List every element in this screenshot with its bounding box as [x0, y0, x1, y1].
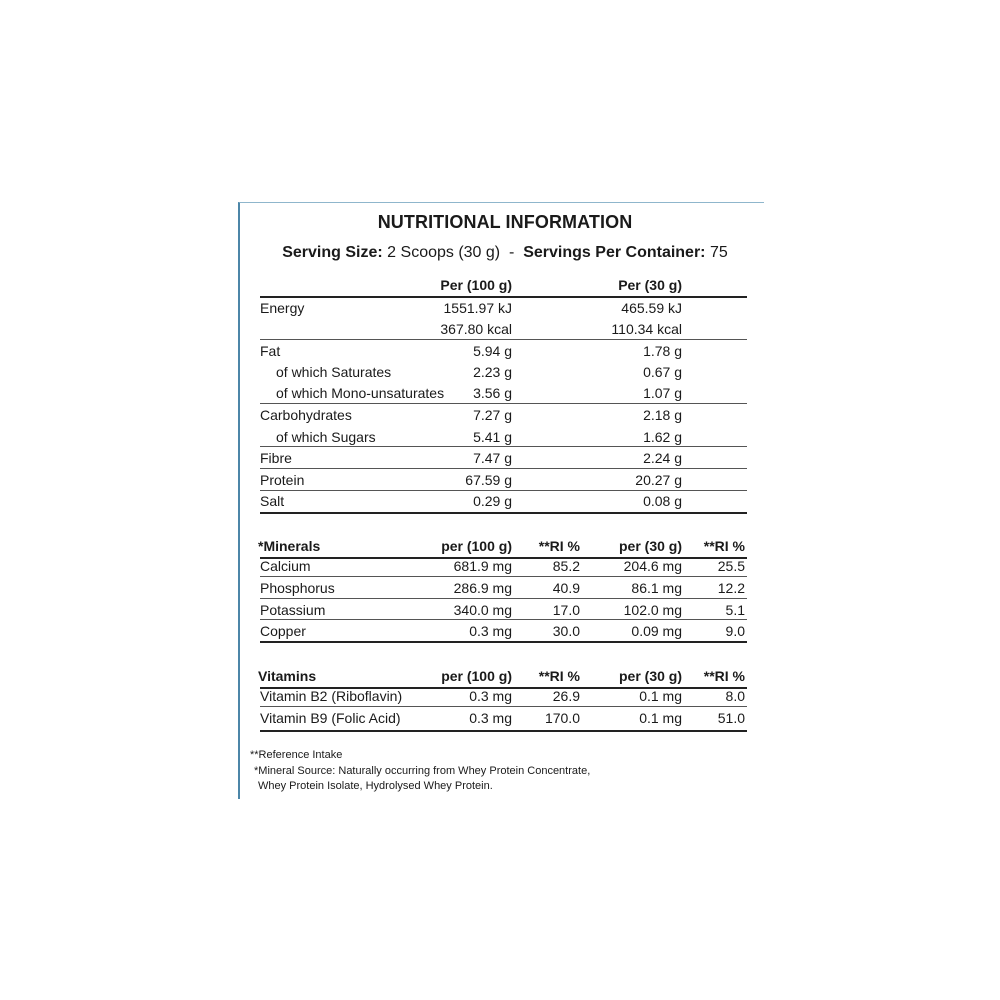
vitamins_table-header-4: **RI %	[703, 668, 745, 684]
minerals_table-cell: 85.2	[552, 558, 580, 574]
minerals_table-cell: 5.1	[725, 602, 745, 618]
nutrient-per-100g: 0.29 g	[473, 493, 512, 509]
nutrient-per-30g: 0.08 g	[643, 493, 682, 509]
header-per-30g: Per (30 g)	[618, 277, 682, 293]
minerals_table-cell: 340.0 mg	[453, 602, 512, 618]
minerals_table-cell: Potassium	[260, 602, 326, 618]
vitamins_table-header-3: per (30 g)	[618, 668, 682, 684]
minerals_table-row-divider	[260, 598, 747, 599]
nutrient-label: Fat	[260, 343, 281, 359]
minerals_table-cell: 30.0	[552, 623, 580, 639]
nutrient-per-30g: 1.62 g	[643, 429, 682, 445]
vitamins_table-cell: 0.1 mg	[639, 710, 682, 726]
minerals_table-cell: 17.0	[552, 602, 580, 618]
vitamins_table-cell: 0.1 mg	[639, 688, 682, 704]
nutrient-per-30g: 1.07 g	[643, 385, 682, 401]
nutrient-per-100g: 3.56 g	[473, 385, 512, 401]
nutrient-per-100g: 5.41 g	[473, 429, 512, 445]
nutrient-label: Carbohydrates	[260, 407, 352, 423]
vitamins_table-row-divider	[260, 706, 747, 707]
vitamins_table-bottom-rule	[260, 730, 747, 732]
vitamins_table-cell: 26.9	[552, 688, 580, 704]
vitamins_table-header-1: per (100 g)	[441, 668, 512, 684]
minerals_table-cell: 86.1 mg	[631, 580, 682, 596]
serving-info	[240, 244, 770, 262]
vitamins_table-cell: 51.0	[717, 710, 745, 726]
minerals_table-cell: 681.9 mg	[453, 558, 512, 574]
nutrient-label: of which Mono-unsaturates	[276, 385, 445, 401]
vitamins_table-cell: 0.3 mg	[469, 688, 512, 704]
nutrient-per-30g: 465.59 kJ	[621, 300, 682, 316]
nutrient-per-100g: 1551.97 kJ	[443, 300, 512, 316]
row-divider	[260, 468, 747, 469]
minerals_table-cell: 286.9 mg	[453, 580, 512, 596]
servings-per-container-label: Servings Per Container:	[523, 244, 706, 261]
nutrient-per-30g: 20.27 g	[635, 472, 682, 488]
vitamins_table-cell: Vitamin B9 (Folic Acid)	[260, 710, 401, 726]
minerals_table-cell: 25.5	[717, 558, 745, 574]
minerals_table-cell: 102.0 mg	[623, 602, 682, 618]
serving-size-value: 2 Scoops (30 g)	[387, 244, 501, 261]
minerals_table-cell: 0.09 mg	[631, 623, 682, 639]
vitamins_table-cell: 0.3 mg	[469, 710, 512, 726]
nutrient-per-100g: 67.59 g	[465, 472, 512, 488]
footnote-reference-intake: **Reference Intake	[250, 749, 343, 761]
nutrient-label: of which Sugars	[276, 429, 376, 445]
nutrient-per-30g: 2.18 g	[643, 407, 682, 423]
minerals_table-cell: Phosphorus	[260, 580, 335, 596]
nutrition-panel	[238, 202, 764, 799]
row-divider	[260, 403, 747, 404]
minerals_table-bottom-rule	[260, 641, 747, 643]
minerals_table-cell: Copper	[260, 623, 306, 639]
nutrient-label: Protein	[260, 472, 305, 488]
nutrient-per-100g: 7.27 g	[473, 407, 512, 423]
minerals_table-header-1: per (100 g)	[441, 538, 512, 554]
serving-separator: -	[509, 244, 515, 261]
nutrient-per-30g: 0.67 g	[643, 364, 682, 380]
nutrient-label: Energy	[260, 300, 305, 316]
minerals_table-header-2: **RI %	[538, 538, 580, 554]
table-bottom-rule	[260, 512, 747, 514]
header-per-100g: Per (100 g)	[440, 277, 512, 293]
vitamins_table-cell: Vitamin B2 (Riboflavin)	[260, 688, 403, 704]
nutrient-per-30g: 2.24 g	[643, 450, 682, 466]
minerals_table-cell: Calcium	[260, 558, 311, 574]
minerals_table-cell: 0.3 mg	[469, 623, 512, 639]
row-divider	[260, 446, 747, 447]
minerals_table-cell: 40.9	[552, 580, 580, 596]
nutrient-per-30g: 110.34 kcal	[611, 321, 682, 337]
nutrient-per-30g: 1.78 g	[643, 343, 682, 359]
minerals_table-header-0: *Minerals	[258, 538, 321, 554]
nutrient-per-100g: 5.94 g	[473, 343, 512, 359]
footnote-mineral-source-cont: Whey Protein Isolate, Hydrolysed Whey Protein.	[258, 780, 493, 792]
minerals_table-cell: 12.2	[717, 580, 745, 596]
nutrient-per-100g: 2.23 g	[473, 364, 512, 380]
nutrient-label: Salt	[260, 493, 285, 509]
vitamins_table-cell: 170.0	[544, 710, 580, 726]
serving-size-label: Serving Size:	[282, 244, 383, 261]
nutrient-label: of which Saturates	[276, 364, 392, 380]
row-divider	[260, 339, 747, 340]
minerals_table-row-divider	[260, 576, 747, 577]
nutrient-label: Fibre	[260, 450, 292, 466]
vitamins_table-header-2: **RI %	[538, 668, 580, 684]
vitamins_table-header-0: Vitamins	[258, 668, 317, 684]
servings-per-container-value: 75	[709, 244, 728, 261]
nutrient-per-100g: 367.80 kcal	[440, 321, 512, 337]
page-title: NUTRITIONAL INFORMATION	[377, 212, 633, 232]
row-divider	[260, 490, 747, 491]
minerals_table-header-4: **RI %	[703, 538, 745, 554]
minerals_table-cell: 204.6 mg	[623, 558, 682, 574]
minerals_table-cell: 9.0	[725, 623, 745, 639]
vitamins_table-cell: 8.0	[725, 688, 745, 704]
nutrient-per-100g: 7.47 g	[473, 450, 512, 466]
minerals_table-row-divider	[260, 619, 747, 620]
header-rule	[260, 296, 747, 298]
footnote-mineral-source: *Mineral Source: Naturally occurring from Whey Protein Concentrate,	[254, 765, 591, 777]
minerals_table-header-3: per (30 g)	[618, 538, 682, 554]
